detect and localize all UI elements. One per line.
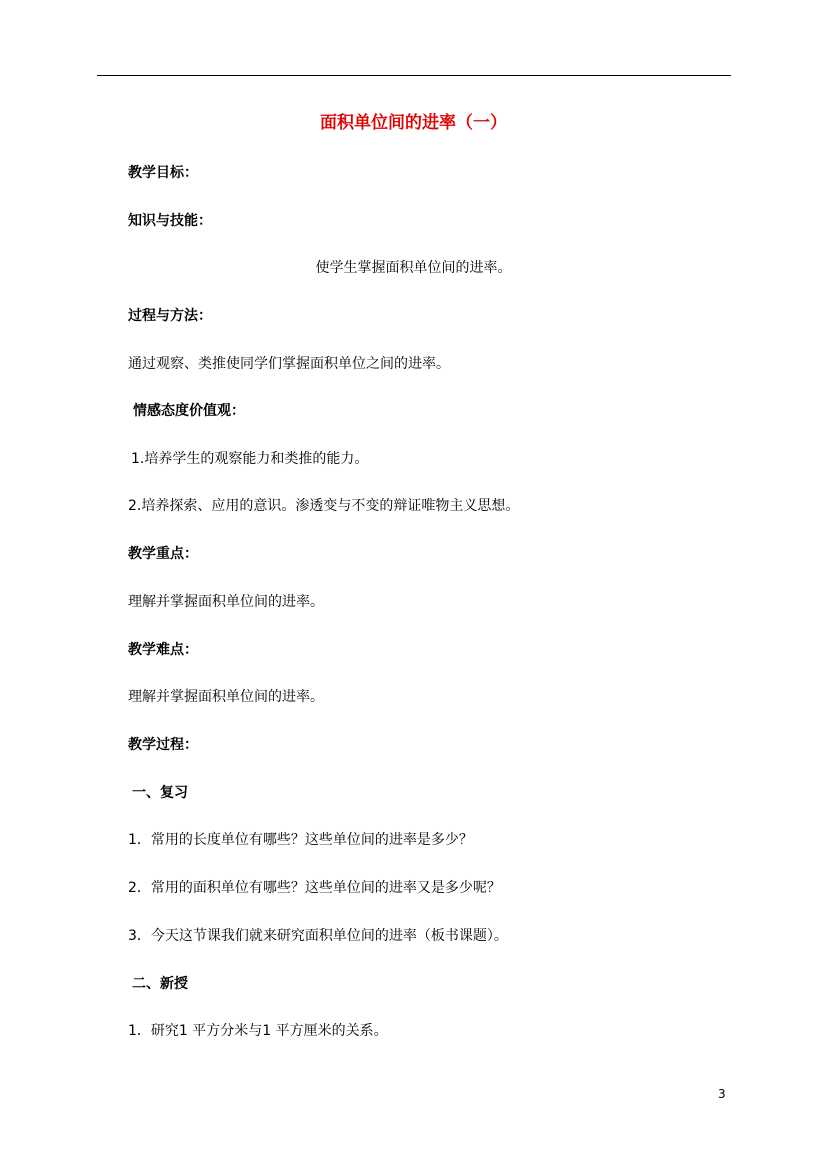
key-heading: 教学重点： — [128, 546, 198, 562]
knowledge-text: 使学生掌握面积单位间的进率。 — [315, 260, 512, 276]
review-heading: 一、复习 — [132, 785, 188, 801]
process-text: 通过观察、类推使同学们掌握面积单位之间的进率。 — [128, 356, 450, 372]
procedure-heading: 教学过程： — [128, 737, 198, 753]
goal-heading: 教学目标： — [128, 165, 198, 181]
review-item-2: 2．常用的面积单位有哪些？这些单位间的进率又是多少呢？ — [128, 880, 501, 896]
attitude-item-1: 1.培养学生的观察能力和类推的能力。 — [131, 451, 369, 467]
key-text: 理解并掌握面积单位间的进率。 — [128, 594, 324, 610]
process-heading: 过程与方法： — [128, 308, 212, 324]
difficulty-heading: 教学难点： — [128, 642, 198, 658]
document-title: 面积单位间的进率（一） — [320, 113, 507, 133]
difficulty-text: 理解并掌握面积单位间的进率。 — [128, 689, 324, 705]
knowledge-heading: 知识与技能： — [128, 213, 212, 229]
review-item-1: 1．常用的长度单位有哪些？这些单位间的进率是多少？ — [128, 832, 473, 848]
page-number: 3 — [718, 1087, 726, 1101]
new-heading: 二、新授 — [132, 976, 188, 992]
attitude-heading: 情感态度价值观： — [133, 403, 245, 419]
review-item-3: 3．今天这节课我们就来研究面积单位间的进率（板书课题）。 — [128, 928, 508, 944]
new-item-1: 1．研究1 平方分米与1 平方厘米的关系。 — [128, 1023, 388, 1039]
header-rule — [97, 75, 731, 76]
attitude-item-2: 2.培养探索、应用的意识。渗透变与不变的辩证唯物主义思想。 — [128, 498, 520, 514]
